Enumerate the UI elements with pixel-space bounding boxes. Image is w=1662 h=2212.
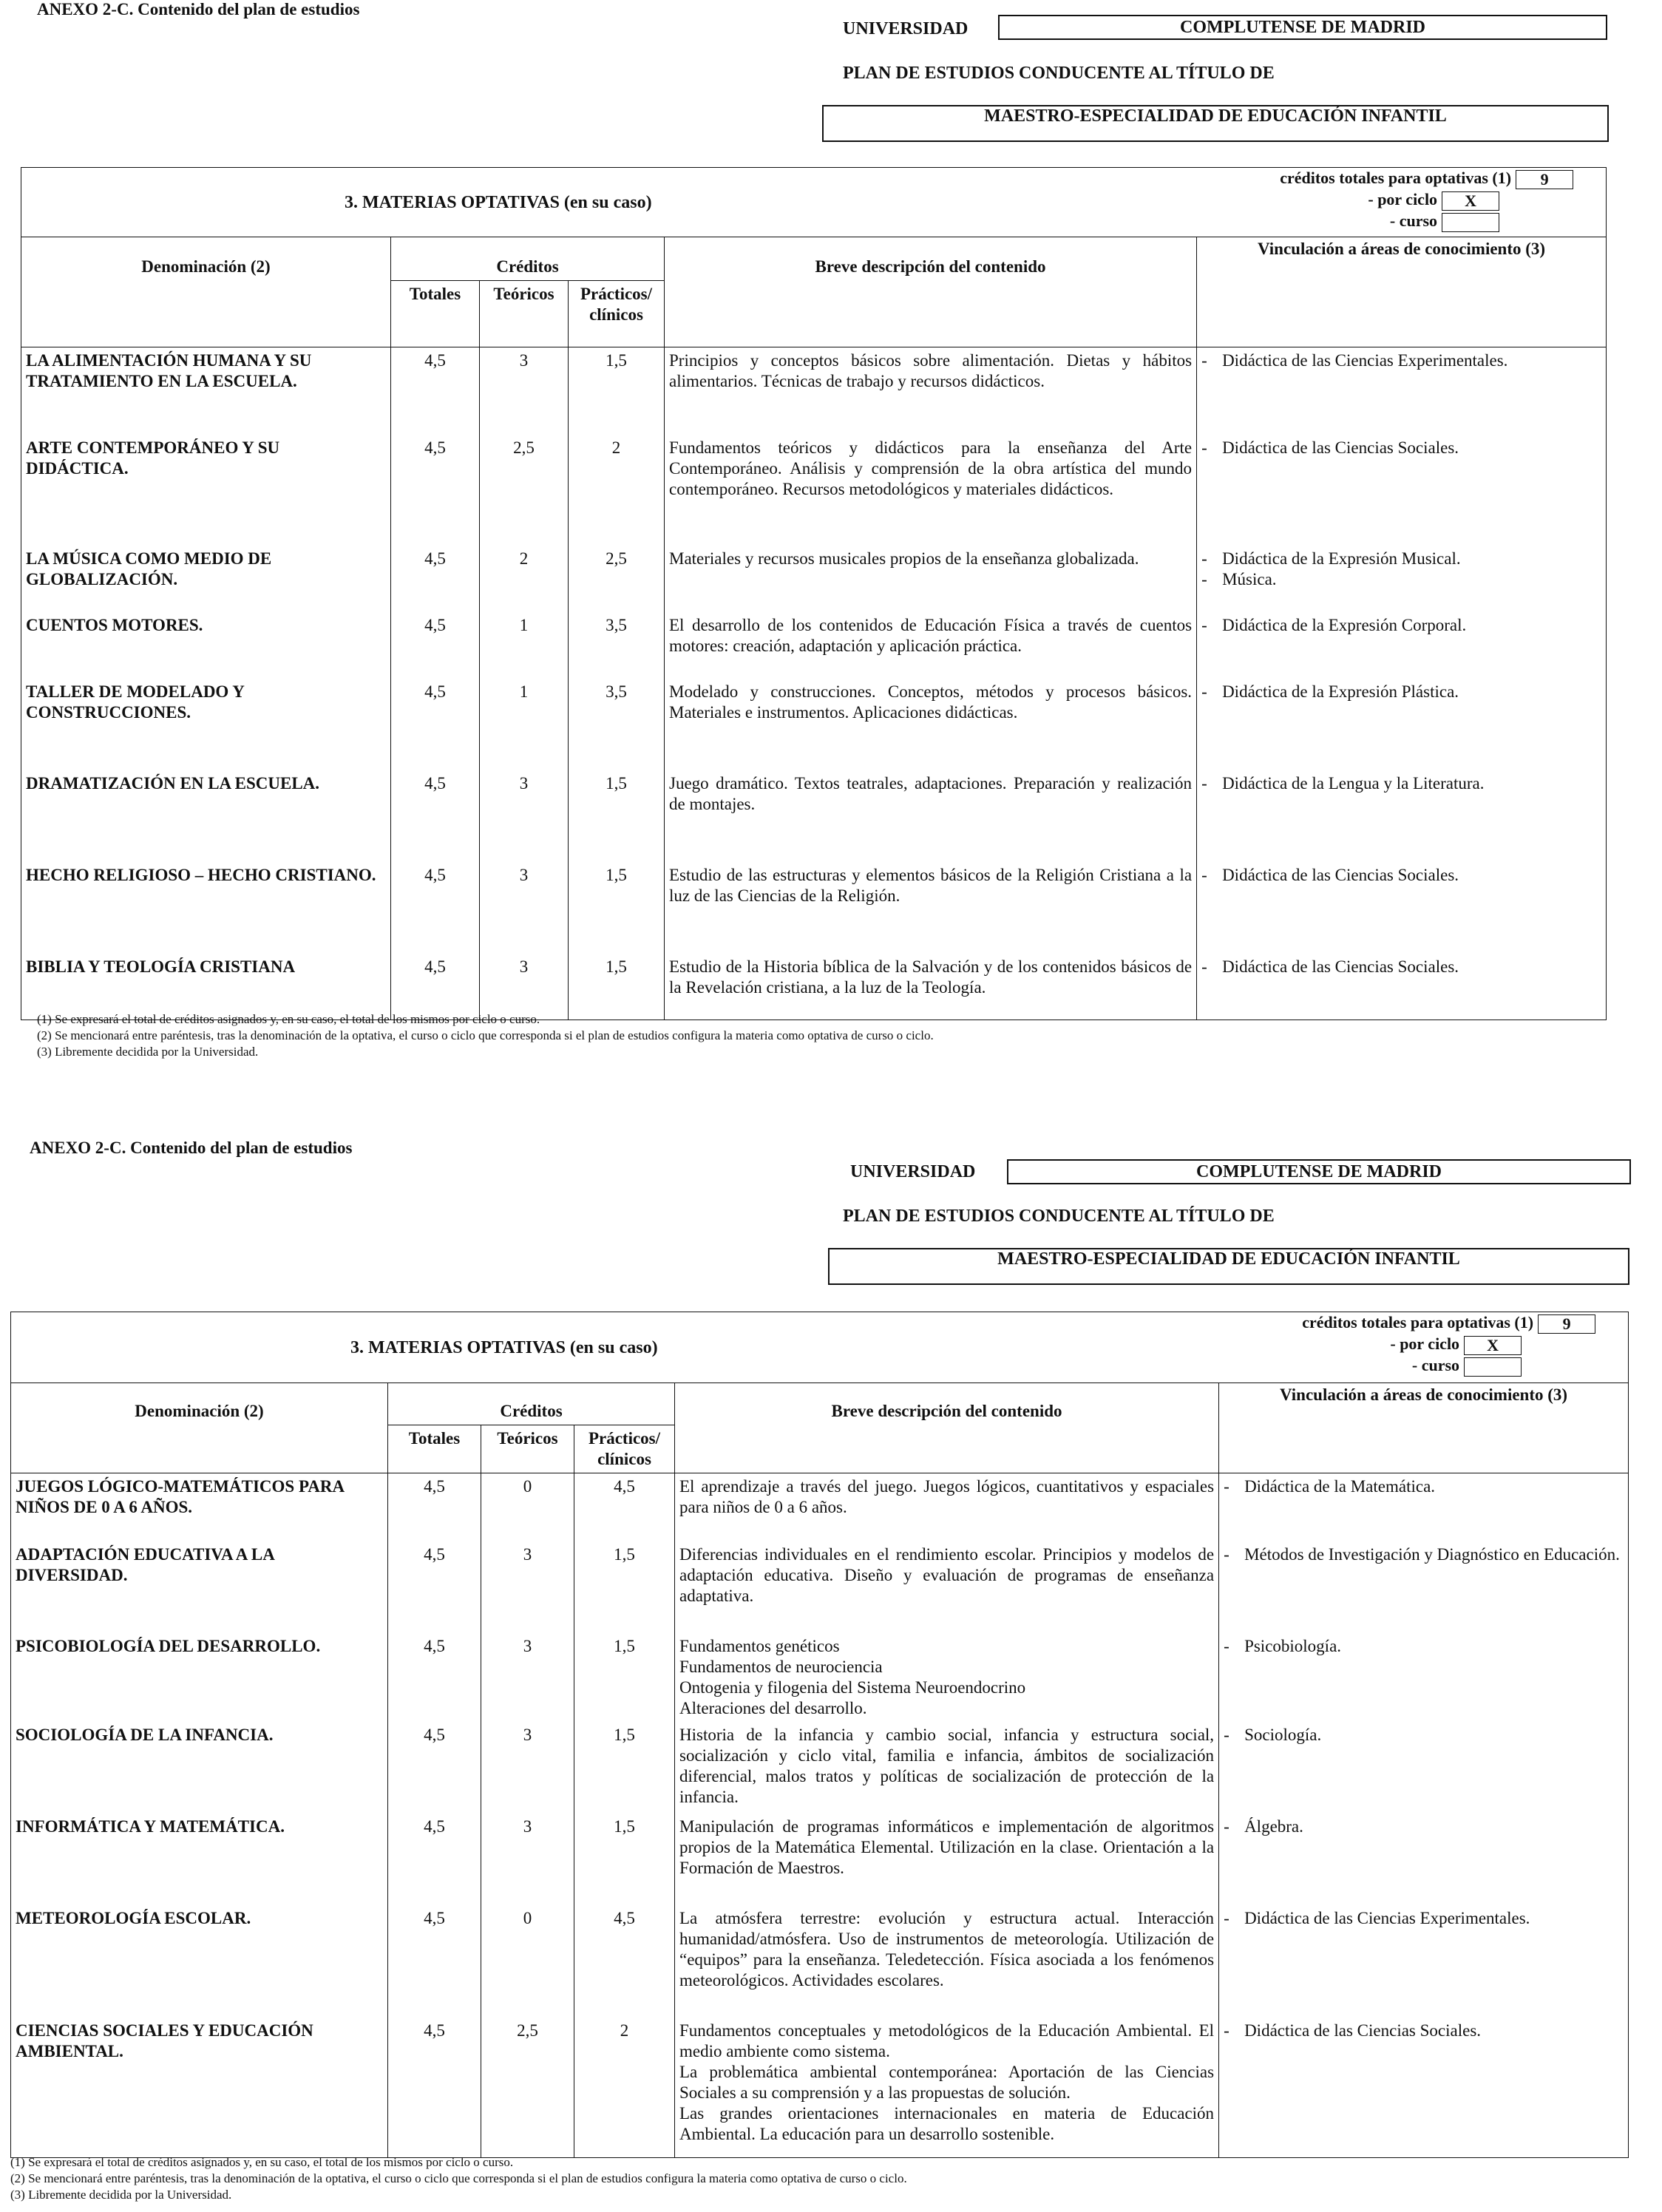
- col-descripcion: Breve descripción del contenido: [675, 1383, 1219, 1473]
- table-row: [21, 612, 1607, 679]
- creditos-teoricos: 1: [480, 612, 569, 679]
- area-item: [1224, 1908, 1624, 1929]
- creditos-teoricos: 3: [480, 954, 569, 1020]
- universidad-box: COMPLUTENSE DE MADRID: [998, 15, 1607, 40]
- creditos-totales-value: 9: [1538, 1314, 1595, 1334]
- area-item: [1201, 957, 1601, 977]
- creditos-totales: 4,5: [388, 1633, 481, 1722]
- universidad-label: UNIVERSIDAD: [843, 19, 969, 38]
- subject-areas: [1197, 679, 1607, 770]
- table-row: [21, 770, 1607, 862]
- area-dash: -: [1201, 351, 1207, 370]
- creditos-totales-cell: [1197, 168, 1607, 237]
- table-row: [11, 1905, 1629, 2018]
- col-vinculacion: Vinculación a áreas de conocimiento (3): [1197, 237, 1607, 347]
- anexo-heading: ANEXO 2-C. Contenido del plan de estudios: [37, 0, 360, 18]
- creditos-practicos: 2: [574, 2018, 675, 2158]
- col-totales: Totales: [388, 1425, 481, 1473]
- subject-name: PSICOBIOLOGÍA DEL DESARROLLO.: [11, 1633, 388, 1722]
- area-name: Didáctica de las Ciencias Sociales.: [1222, 438, 1459, 457]
- subject-name: CIENCIAS SOCIALES Y EDUCACIÓN AMBIENTAL.: [11, 2018, 388, 2158]
- subject-description: La atmósfera terrestre: evolución y estructura actual. Interacción humanidad/atmósfera. Uso de instrumentos de meteorología. Utilización de “equipos” para la enseñanza. Teledetección. Física asociada a los fenómenos meteorológicos. Actividades escolares.: [675, 1905, 1219, 2018]
- subject-areas: [1197, 546, 1607, 612]
- creditos-totales-label: créditos totales para optativas (1): [1280, 169, 1512, 187]
- area-name: Didáctica de la Lengua y la Literatura.: [1222, 773, 1485, 793]
- col-creditos: Créditos: [388, 1383, 675, 1425]
- col-practicos: Prácticos/ clínicos: [574, 1425, 675, 1473]
- area-item: [1224, 2021, 1624, 2041]
- area-name: Didáctica de las Ciencias Experimentales.: [1244, 1908, 1530, 1927]
- subject-name: SOCIOLOGÍA DE LA INFANCIA.: [11, 1722, 388, 1814]
- area-name: Psicobiología.: [1244, 1636, 1342, 1655]
- section-title: 3. MATERIAS OPTATIVAS (en su caso): [350, 1337, 658, 1357]
- area-item: [1201, 615, 1601, 636]
- subject-name: ARTE CONTEMPORÁNEO Y SU DIDÁCTICA.: [21, 435, 391, 546]
- col-descripcion: Breve descripción del contenido: [665, 237, 1197, 347]
- subject-description: Materiales y recursos musicales propios de la enseñanza globalizada.: [665, 546, 1197, 612]
- creditos-teoricos: 0: [481, 1473, 574, 1541]
- creditos-teoricos: 3: [480, 347, 569, 435]
- subject-name: LA ALIMENTACIÓN HUMANA Y SU TRATAMIENTO EN LA ESCUELA.: [21, 347, 391, 435]
- subject-areas: [1197, 612, 1607, 679]
- footnote-3: (3) Libremente decidida por la Universidad.: [37, 1045, 259, 1059]
- creditos-practicos: 2: [569, 435, 665, 546]
- creditos-teoricos: 3: [480, 862, 569, 954]
- area-name: Métodos de Investigación y Diagnóstico en Educación.: [1244, 1544, 1620, 1564]
- creditos-practicos: 4,5: [574, 1473, 675, 1541]
- area-dash: -: [1224, 1908, 1229, 1927]
- subject-name: BIBLIA Y TEOLOGÍA CRISTIANA: [21, 954, 391, 1020]
- area-item: [1201, 569, 1601, 590]
- creditos-teoricos: 0: [481, 1905, 574, 2018]
- footnote-1: (1) Se expresará el total de créditos asignados y, en su caso, el total de los mismos por ciclo o curso.: [37, 1012, 540, 1026]
- universidad-box: COMPLUTENSE DE MADRID: [1007, 1159, 1631, 1184]
- curso-value: [1464, 1357, 1522, 1377]
- subject-areas: [1197, 862, 1607, 954]
- creditos-practicos: 1,5: [574, 1541, 675, 1633]
- creditos-teoricos: 1: [480, 679, 569, 770]
- area-name: Didáctica de la Matemática.: [1244, 1477, 1436, 1496]
- plan-label: PLAN DE ESTUDIOS CONDUCENTE AL TÍTULO DE: [843, 1207, 1275, 1226]
- area-item: [1201, 549, 1601, 569]
- creditos-totales: 4,5: [391, 435, 480, 546]
- subject-areas: [1219, 1633, 1629, 1722]
- creditos-practicos: 1,5: [574, 1722, 675, 1814]
- subject-name: DRAMATIZACIÓN EN LA ESCUELA.: [21, 770, 391, 862]
- subject-name: JUEGOS LÓGICO-MATEMÁTICOS PARA NIÑOS DE 0 A 6 AÑOS.: [11, 1473, 388, 1541]
- plan-label: PLAN DE ESTUDIOS CONDUCENTE AL TÍTULO DE: [843, 64, 1275, 83]
- subject-name: CUENTOS MOTORES.: [21, 612, 391, 679]
- creditos-totales: 4,5: [388, 2018, 481, 2158]
- universidad-label: UNIVERSIDAD: [850, 1162, 976, 1181]
- area-name: Didáctica de la Expresión Plástica.: [1222, 682, 1459, 701]
- subject-description: Historia de la infancia y cambio social, infancia y estructura social, socialización y ciclo vital, familia e infancia, ámbitos de socialización diferencial, malos tratos y políticas de socialización de protección de la infancia.: [675, 1722, 1219, 1814]
- area-item: [1201, 773, 1601, 794]
- creditos-totales-value: 9: [1516, 170, 1573, 189]
- creditos-practicos: 1,5: [569, 347, 665, 435]
- area-name: Didáctica de la Expresión Musical.: [1222, 549, 1461, 568]
- anexo-heading: ANEXO 2-C. Contenido del plan de estudios: [30, 1139, 353, 1157]
- subject-description: Fundamentos teóricos y didácticos para la enseñanza del Arte Contemporáneo. Análisis y comprensión de la obra artística del mundo contemporáneo. Recursos metodológicos y materiales didácticos.: [665, 435, 1197, 546]
- col-vinculacion: Vinculación a áreas de conocimiento (3): [1219, 1383, 1629, 1473]
- creditos-totales: 4,5: [388, 1814, 481, 1905]
- area-name: Didáctica de las Ciencias Sociales.: [1222, 865, 1459, 884]
- col-denominacion: Denominación (2): [11, 1383, 388, 1473]
- creditos-teoricos: 3: [481, 1541, 574, 1633]
- creditos-totales: 4,5: [388, 1541, 481, 1633]
- optativas-table: [21, 167, 1607, 1020]
- col-practicos: Prácticos/ clínicos: [569, 281, 665, 347]
- area-name: Álgebra.: [1244, 1816, 1303, 1836]
- document-page-2: [0, 1124, 1662, 2212]
- creditos-practicos: 1,5: [574, 1814, 675, 1905]
- subject-areas: [1219, 1814, 1629, 1905]
- area-name: Didáctica de la Expresión Corporal.: [1222, 615, 1467, 634]
- section-title: 3. MATERIAS OPTATIVAS (en su caso): [344, 192, 652, 212]
- curso-label: - curso: [1411, 1355, 1460, 1374]
- curso-label: - curso: [1389, 211, 1438, 230]
- area-dash: -: [1224, 1544, 1229, 1564]
- subject-areas: [1219, 1905, 1629, 2018]
- curso-value: [1442, 213, 1499, 232]
- subject-name: TALLER DE MODELADO Y CONSTRUCCIONES.: [21, 679, 391, 770]
- subject-description: Estudio de las estructuras y elementos básicos de la Religión Cristiana a la luz de las Ciencias de la Religión.: [665, 862, 1197, 954]
- footnotes: [37, 1011, 934, 1060]
- table-row: [11, 1541, 1629, 1633]
- area-item: [1224, 1725, 1624, 1745]
- subject-description: El aprendizaje a través del juego. Juegos lógicos, cuantitativos y espaciales para niños de 0 a 6 años.: [675, 1473, 1219, 1541]
- area-dash: -: [1201, 865, 1207, 884]
- col-teoricos: Teóricos: [481, 1425, 574, 1473]
- creditos-practicos: 1,5: [574, 1633, 675, 1722]
- area-item: [1224, 1636, 1624, 1657]
- footnote-2: (2) Se mencionará entre paréntesis, tras la denominación de la optativa, el curso o ciclo que corresponda si el plan de estudios configura la materia como optativa de curso o ciclo.: [37, 1028, 934, 1042]
- creditos-practicos: 4,5: [574, 1905, 675, 2018]
- section-title-cell: [21, 168, 1197, 237]
- subject-description: Modelado y construcciones. Conceptos, métodos y procesos básicos. Materiales e instrumentos. Aplicaciones didácticas.: [665, 679, 1197, 770]
- subject-description: Fundamentos conceptuales y metodológicos de la Educación Ambiental. El medio ambiente como sistema. La problemática ambiental contemporánea: Aportación de las Ciencias Sociales a su comprensión y a las propuestas de solución. Las grandes orientaciones internacionales en materia de Educación Ambiental. La educación para un desarrollo sostenible.: [675, 2018, 1219, 2158]
- table-row: [11, 2018, 1629, 2158]
- titulo-box: MAESTRO-ESPECIALIDAD DE EDUCACIÓN INFANTIL: [822, 105, 1609, 142]
- subject-areas: [1197, 954, 1607, 1020]
- creditos-practicos: 2,5: [569, 546, 665, 612]
- por-ciclo-value: X: [1464, 1336, 1522, 1355]
- area-dash: -: [1224, 1636, 1229, 1655]
- creditos-totales: 4,5: [391, 347, 480, 435]
- subject-areas: [1219, 2018, 1629, 2158]
- area-dash: -: [1201, 773, 1207, 793]
- subject-description: Fundamentos genéticos Fundamentos de neurociencia Ontogenia y filogenia del Sistema Neuroendocrino Alteraciones del desarrollo.: [675, 1633, 1219, 1722]
- subject-description: Diferencias individuales en el rendimiento escolar. Principios y modelos de adaptación educativa. Diseño y evaluación de programas de enseñanza adaptativa.: [675, 1541, 1219, 1633]
- subject-areas: [1219, 1722, 1629, 1814]
- table-row: [11, 1473, 1629, 1541]
- creditos-teoricos: 3: [481, 1722, 574, 1814]
- subject-description: Principios y conceptos básicos sobre alimentación. Dietas y hábitos alimentarios. Técnicas de trabajo y recursos didácticos.: [665, 347, 1197, 435]
- creditos-practicos: 1,5: [569, 862, 665, 954]
- subject-description: Estudio de la Historia bíblica de la Salvación y de los contenidos básicos de la Revelación cristiana, a la luz de la Teología.: [665, 954, 1197, 1020]
- table-row: [21, 347, 1607, 435]
- area-item: [1201, 865, 1601, 886]
- creditos-totales: 4,5: [391, 612, 480, 679]
- subject-description: Manipulación de programas informáticos e implementación de algoritmos propios de la Matemática Elemental. Utilización en la clase. Orientación a la Formación de Maestros.: [675, 1814, 1219, 1905]
- creditos-totales: 4,5: [391, 546, 480, 612]
- creditos-totales: 4,5: [391, 954, 480, 1020]
- area-name: Música.: [1222, 569, 1277, 588]
- area-dash: -: [1224, 1725, 1229, 1744]
- optativas-table: [10, 1312, 1629, 2158]
- area-item: [1201, 682, 1601, 702]
- subject-description: Juego dramático. Textos teatrales, adaptaciones. Preparación y realización de montajes.: [665, 770, 1197, 862]
- creditos-teoricos: 2,5: [480, 435, 569, 546]
- creditos-practicos: 1,5: [569, 770, 665, 862]
- subject-areas: [1197, 347, 1607, 435]
- area-dash: -: [1224, 1477, 1229, 1496]
- table-row: [21, 954, 1607, 1020]
- creditos-practicos: 3,5: [569, 612, 665, 679]
- area-dash: -: [1201, 682, 1207, 701]
- creditos-totales: 4,5: [391, 679, 480, 770]
- area-dash: -: [1201, 957, 1207, 976]
- table-row: [21, 546, 1607, 612]
- por-ciclo-label: - por ciclo: [1368, 189, 1438, 208]
- creditos-practicos: 1,5: [569, 954, 665, 1020]
- subject-areas: [1219, 1473, 1629, 1541]
- area-item: [1224, 1544, 1624, 1565]
- table-row: [21, 679, 1607, 770]
- subject-name: METEOROLOGÍA ESCOLAR.: [11, 1905, 388, 2018]
- area-name: Sociología.: [1244, 1725, 1322, 1744]
- section-title-cell: [11, 1312, 1219, 1383]
- table-row: [11, 1722, 1629, 1814]
- area-name: Didáctica de las Ciencias Experimentales.: [1222, 351, 1508, 370]
- area-item: [1224, 1476, 1624, 1497]
- col-teoricos: Teóricos: [480, 281, 569, 347]
- col-creditos: Créditos: [391, 237, 665, 281]
- area-item: [1201, 438, 1601, 458]
- por-ciclo-label: - por ciclo: [1390, 1334, 1460, 1353]
- titulo-box: MAESTRO-ESPECIALIDAD DE EDUCACIÓN INFANTIL: [828, 1248, 1629, 1285]
- creditos-totales: 4,5: [391, 862, 480, 954]
- creditos-teoricos: 2: [480, 546, 569, 612]
- footnote-1: (1) Se expresará el total de créditos asignados y, en su caso, el total de los mismos por ciclo o curso.: [10, 2155, 514, 2169]
- table-row: [21, 862, 1607, 954]
- creditos-teoricos: 3: [481, 1633, 574, 1722]
- col-denominacion: Denominación (2): [21, 237, 391, 347]
- area-name: Didáctica de las Ciencias Sociales.: [1222, 957, 1459, 976]
- footnote-3: (3) Libremente decidida por la Universidad.: [10, 2188, 232, 2202]
- subject-name: LA MÚSICA COMO MEDIO DE GLOBALIZACIÓN.: [21, 546, 391, 612]
- area-item: [1224, 1816, 1624, 1837]
- creditos-teoricos: 3: [481, 1814, 574, 1905]
- subject-areas: [1197, 435, 1607, 546]
- subject-areas: [1219, 1541, 1629, 1633]
- table-row: [21, 435, 1607, 546]
- area-dash: -: [1201, 549, 1207, 568]
- creditos-totales: 4,5: [388, 1722, 481, 1814]
- area-dash: -: [1201, 569, 1207, 588]
- subject-description: El desarrollo de los contenidos de Educación Física a través de cuentos motores: creación, adaptación y aplicación práctica.: [665, 612, 1197, 679]
- area-name: Didáctica de las Ciencias Sociales.: [1244, 2021, 1482, 2040]
- creditos-teoricos: 3: [480, 770, 569, 862]
- area-dash: -: [1201, 615, 1207, 634]
- document-page-1: [0, 0, 1662, 1072]
- subject-name: INFORMÁTICA Y MATEMÁTICA.: [11, 1814, 388, 1905]
- creditos-totales-cell: [1219, 1312, 1629, 1383]
- footnote-2: (2) Se mencionará entre paréntesis, tras la denominación de la optativa, el curso o ciclo que corresponda si el plan de estudios configura la materia como optativa de curso o ciclo.: [10, 2171, 907, 2185]
- area-dash: -: [1224, 1816, 1229, 1836]
- footnotes: [10, 2154, 907, 2203]
- area-dash: -: [1224, 2021, 1229, 2040]
- subject-name: HECHO RELIGIOSO – HECHO CRISTIANO.: [21, 862, 391, 954]
- por-ciclo-value: X: [1442, 191, 1499, 211]
- creditos-totales-label: créditos totales para optativas (1): [1302, 1313, 1534, 1331]
- creditos-teoricos: 2,5: [481, 2018, 574, 2158]
- creditos-practicos: 3,5: [569, 679, 665, 770]
- creditos-totales: 4,5: [391, 770, 480, 862]
- creditos-totales: 4,5: [388, 1905, 481, 2018]
- col-totales: Totales: [391, 281, 480, 347]
- creditos-totales: 4,5: [388, 1473, 481, 1541]
- area-item: [1201, 350, 1601, 371]
- area-dash: -: [1201, 438, 1207, 457]
- subject-areas: [1197, 770, 1607, 862]
- table-row: [11, 1814, 1629, 1905]
- subject-name: ADAPTACIÓN EDUCATIVA A LA DIVERSIDAD.: [11, 1541, 388, 1633]
- table-row: [11, 1633, 1629, 1722]
